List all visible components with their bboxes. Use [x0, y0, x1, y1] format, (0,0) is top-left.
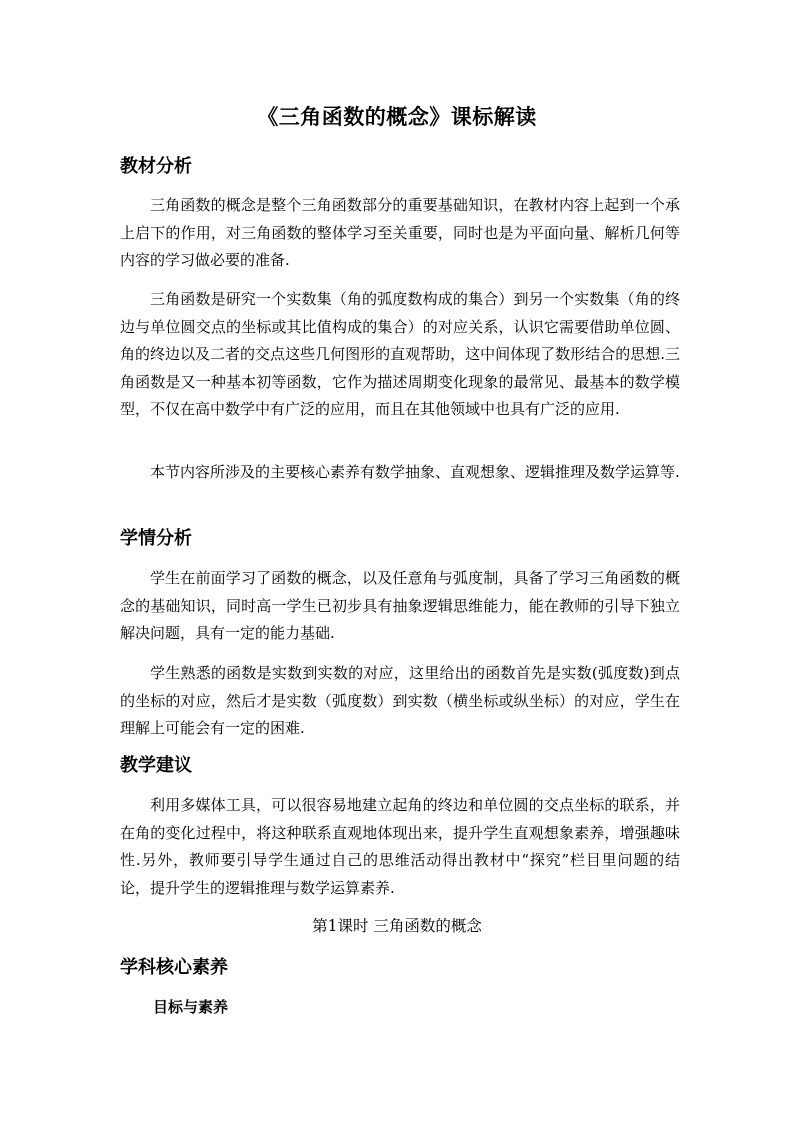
section-heading-textbook-analysis: 教材分析: [120, 156, 192, 177]
paragraph: 学生熟悉的函数是实数到实数的对应，这里给出的函数首先是实数(弧度数)到点的坐标的对应，然后才是实数（弧度数）到实数（横坐标或纵坐标）的对应，学生在理解上可能会有一定的困难.: [120, 664, 680, 738]
paragraph: 本节内容所涉及的主要核心素养有数学抽象、直观想象、逻辑推理及数学运算等.: [150, 463, 680, 481]
paragraph: 三角函数是研究一个实数集（角的弧度数构成的集合）到另一个实数集（角的终边与单位圆交点的坐标或其比值构成的集合）的对应关系，认识它需要借助单位圆、角的终边以及二者的交点这些几何图形的直观帮助，这中间体现了数形结合的思想.三角函数是又一种基本初等函数，它作为描述周期变化现象的最常见、最基本的数学模型，不仅在高中数学中有广泛的应用，而且在其他领域中也具有广泛的应用.: [120, 290, 680, 419]
section-heading-core-literacy: 学科核心素养: [120, 957, 228, 978]
paragraph: 利用多媒体工具，可以很容易地建立起角的终边和单位圆的交点坐标的联系，并在角的变化过程中，将这种联系直观地体现出来，提升学生直观想象素养，增强趣味性.另外，教师要引导学生通过自己的思维活动得出教材中“探究”栏目里问题的结论，提升学生的逻辑推理与数学运算素养.: [120, 796, 680, 897]
lesson-title: 第1课时 三角函数的概念: [312, 917, 482, 935]
section-heading-student-analysis: 学情分析: [120, 528, 192, 549]
subheading-goals: 目标与素养: [153, 998, 229, 1016]
paragraph: 学生在前面学习了函数的概念，以及任意角与弧度制，具备了学习三角函数的概念的基础知识，同时高一学生已初步具有抽象逻辑思维能力，能在教师的引导下独立解决问题，具有一定的能力基础.: [120, 569, 680, 643]
section-heading-teaching-advice: 教学建议: [120, 755, 192, 776]
paragraph: 三角函数的概念是整个三角函数部分的重要基础知识，在教材内容上起到一个承上启下的作用，对三角函数的整体学习至关重要，同时也是为平面向量、解析几何等内容的学习做必要的准备.: [120, 196, 680, 270]
page-title: 《三角函数的概念》课标解读: [257, 104, 537, 129]
